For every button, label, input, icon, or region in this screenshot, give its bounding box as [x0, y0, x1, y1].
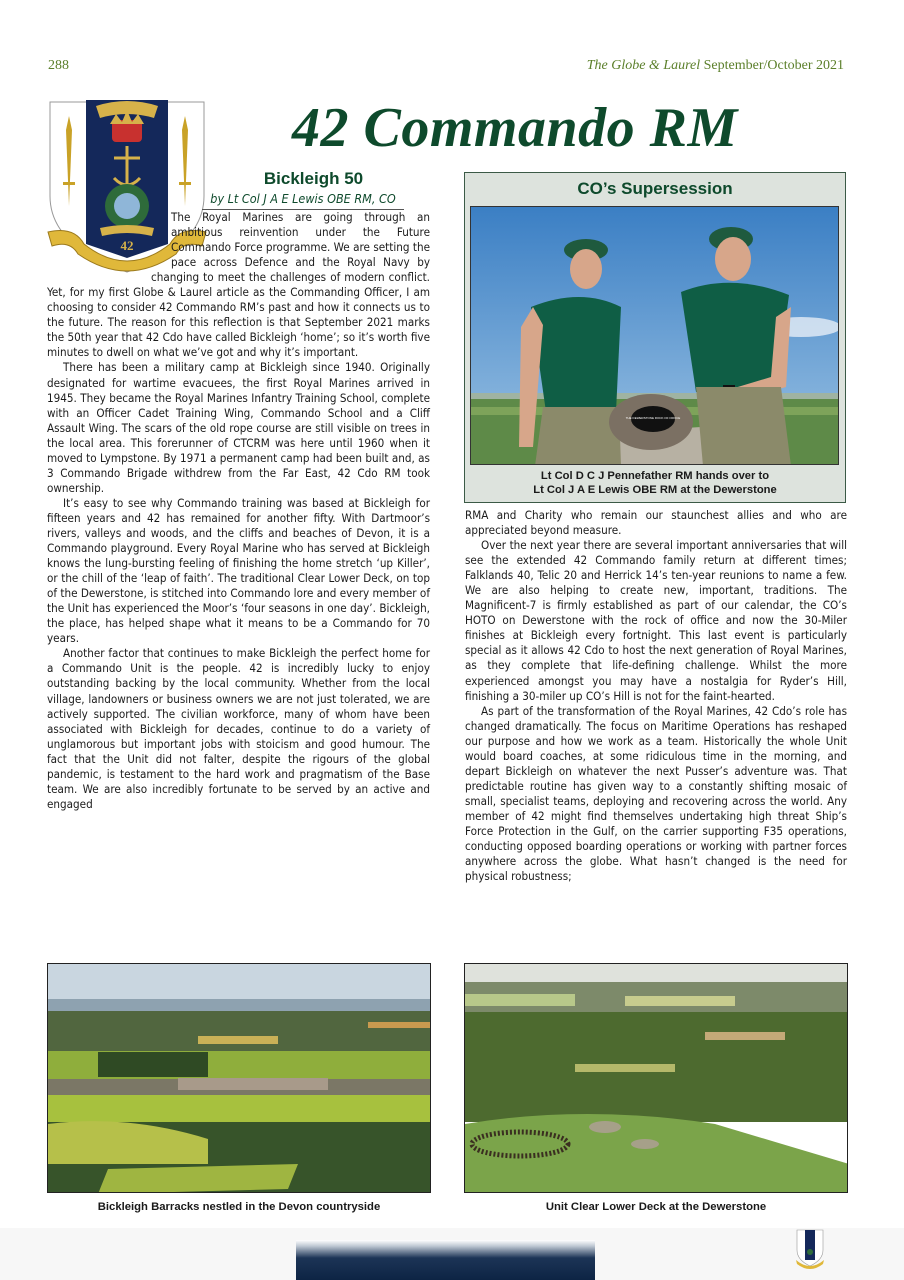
svg-text:THE DEWERSTONE ROCK OF OFFICE: THE DEWERSTONE ROCK OF OFFICE: [625, 416, 681, 420]
article-left-column: [47, 168, 430, 812]
footer-navy-bar: [296, 1240, 595, 1280]
paragraph: The Royal Marines are going through an ambitious reinvention under the Future Commando Force programme. We are setting the pace across Defence and the Royal Navy by changing to meet the challenges of modern conflict. Yet, for my first Globe & Laurel article as the Commanding Officer, I am choosing to consider 42 Commando RM’s past and how it connects us to the future. The reason for this reflection is that September 2021 marks the 50th year that 42 Cdo have called Bickleigh ‘home’; so it’s worth five minutes to dwell on what we’ve got and why it’s important.: [47, 210, 430, 360]
photo-caption: Unit Clear Lower Deck at the Dewerstone: [545, 1201, 767, 1213]
running-header: [587, 58, 844, 74]
svg-text:42: 42: [120, 238, 134, 253]
clear-lower-deck-photo: [464, 963, 848, 1193]
handover-photo-image: [471, 207, 839, 465]
page-title: 42 Commando RM: [292, 97, 738, 159]
dewerstone-image: [465, 964, 848, 1193]
paragraph: Another factor that continues to make Bickleigh the perfect home for a Commando Unit is the people. 42 is incredibly lucky to enjoy outstanding backing by the local community. Whether from the local village, landowners or business owners we are not just tolerated, we are actively supported. The civilian workforce, many of whom have been associated with Bickleigh for decades, continue to do a variety of unglamorous but important jobs with stoicism and good humour. The fact that the Unit did not falter, despite the rigours of the global pandemic, is testament to the hard work and pragmatism of the Base team. We are also incredibly fortunate to be served by an active and engaged: [47, 646, 430, 811]
paragraph: RMA and Charity who remain our staunchest allies and who are appreciated beyond measure.: [465, 508, 847, 538]
paragraph: It’s easy to see why Commando training was based at Bickleigh for fifteen years and 42 has remained for another fifty. With Dartmoor’s rivers, valleys and woods, and the cliffs and beaches of Devon, it is a Commando playground. Every Royal Marine who has served at Bickleigh knows the lung-bursting feeling of finishing the home stretch ‘up Killer’, or the chill of the ‘leap of faith’. The traditional Clear Lower Deck, on top of the Dewerstone, is stitched into Commando lore and every member of the Unit has experienced the Moor’s ‘four seasons in one day’. Bickleigh, the place, has helped shape what it means to be a Commando for 70 years.: [47, 495, 430, 646]
box-caption: [465, 470, 845, 497]
article-right-column: [465, 508, 847, 884]
footer-crest-icon: [795, 1228, 825, 1270]
paragraph: As part of the transformation of the Royal Marines, 42 Cdo’s role has changed dramatically. The focus on Maritime Operations has reshaped our purpose and how we work as a team. Historically the whole Unit would board coaches, at some ridiculous time in the morning, and depart Bickleigh on whatever the next Pusser’s adventure was. That predictable routine has given way to a constantly shifting mosaic of small, specialist teams, deploying and recovering across the world. Any member of 42 might find themselves undertaking high threat Ship’s Force Protection in the Gulf, on the carrier supporting F35 operations, conducting opposed boarding operations or working with partner forces anywhere across the globe. What hasn’t changed is the need for physical robustness;: [465, 703, 847, 884]
handover-photo: [470, 206, 839, 465]
page-number: 288: [48, 58, 69, 73]
caption-line: Lt Col J A E Lewis OBE RM at the Dewerstone: [533, 483, 777, 496]
caption-line: Lt Col D C J Pennefather RM hands over to: [540, 470, 770, 482]
paragraph: Over the next year there are several important anniversaries that will see the extended 42 Commando family return at different times; Falklands 40, Telic 20 and Herrick 14’s ten-year reunions to name a few. We are also helping to create new, important, traditions. The Magnificent-7 is firmly established as part of our calendar, the CO’s HOTO on Dewerstone with the rock of office and now the 30-Miler finishes at Bickleigh every fortnight. This last event is particularly special as it allows 42 Cdo to host the next generation of Royal Marines, as they complete that life-defining challenge. Whilst the more experienced amongst you may have a nostalgia for Ryder’s Hill, finishing a 30-miler up CO’s Hill is not for the faint-hearted.: [465, 538, 847, 703]
co-supersession-box: [464, 172, 846, 503]
box-title: CO’s Supersession: [577, 179, 733, 198]
article-heading: Bickleigh 50: [263, 169, 364, 188]
article-byline: by Lt Col J A E Lewis OBE RM, CO: [202, 190, 404, 210]
publication-name: The Globe & Laurel: [586, 58, 701, 73]
countryside-image: [48, 964, 431, 1193]
issue-date: September/October 2021: [703, 58, 844, 73]
bickleigh-barracks-photo: [47, 963, 431, 1193]
paragraph: There has been a military camp at Bickleigh since 1940. Originally designated for wartime evacuees, the first Royal Marines arrived in 1945. They became the Royal Marines Infantry Training School, complete with an Officer Cadet Training Wing, Commando School and a Cliff Assault Wing. The scars of the old rope course are still visible on trees in the local area. This forerunner of CTCRM was here until 1960 when it moved to Lympstone. By 1971 a permanent camp had been built and, as 3 Commando Brigade withdrew from the Far East, 42 Cdo RM took ownership.: [47, 360, 430, 495]
photo-caption: Bickleigh Barracks nestled in the Devon countryside: [97, 1201, 381, 1213]
